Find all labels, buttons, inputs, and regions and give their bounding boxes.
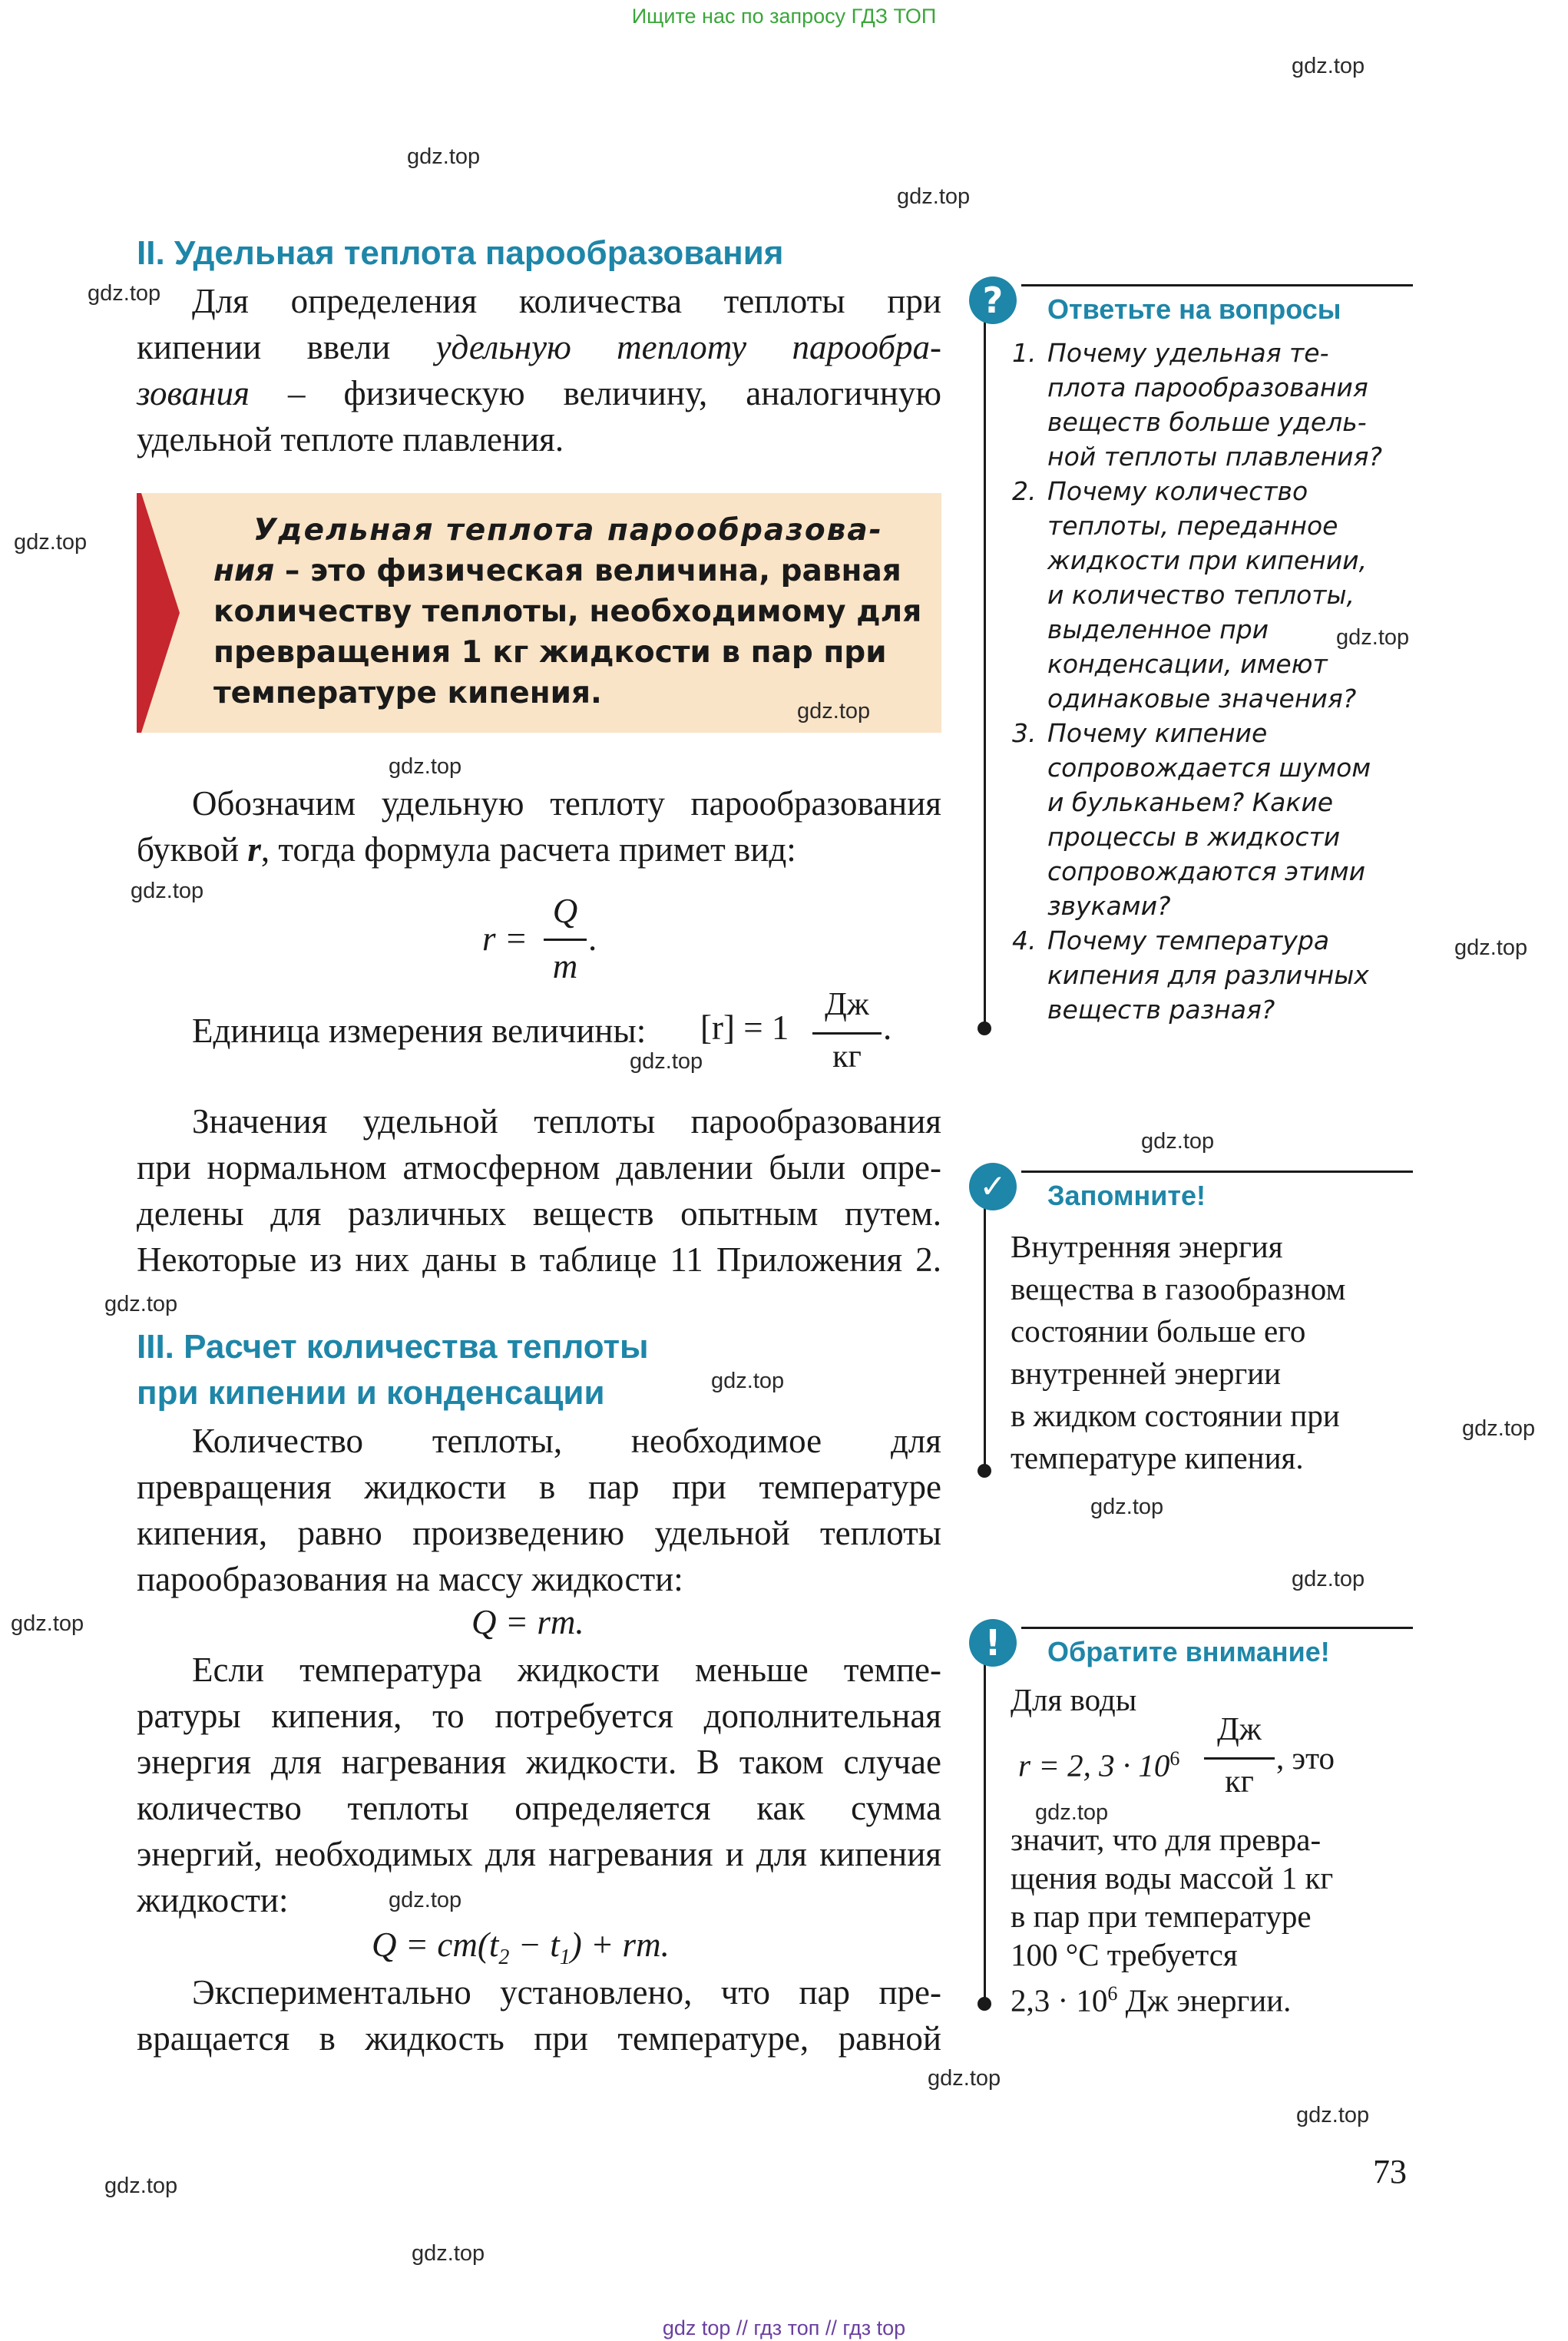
- attention-formula-num: Дж: [1217, 1712, 1262, 1747]
- watermark: gdz.top: [630, 1049, 703, 1074]
- question-2-number: 2.: [1012, 476, 1037, 506]
- questions-top-rule: [1021, 284, 1413, 286]
- para2-line-3: энергия для нагревания жидкости. В таком случае: [137, 1743, 941, 1781]
- para1-line-4: парообразования на массу жидкости:: [137, 1560, 683, 1598]
- para1-line-2: превращения жидкости в пар при температуре: [137, 1468, 941, 1506]
- question-3-line-5: сопровождаются этими: [1047, 856, 1366, 886]
- para1-line-3: кипения, равно произведению удельной теплоты: [137, 1514, 941, 1552]
- attention-formula-tail: , это: [1276, 1740, 1335, 1776]
- definition-chevron-icon: [137, 493, 181, 733]
- watermark: gdz.top: [1141, 1129, 1215, 1154]
- question-4-number: 4.: [1012, 925, 1037, 955]
- watermark: gdz.top: [1462, 1416, 1536, 1441]
- attention-line-3: щения воды массой 1 кг: [1011, 1860, 1334, 1896]
- watermark: gdz.top: [14, 530, 88, 555]
- watermark: gdz.top: [1035, 1800, 1109, 1825]
- remember-line-3: состоянии больше его: [1011, 1313, 1306, 1349]
- attention-line-1: Для воды: [1011, 1682, 1137, 1717]
- unit-num: Дж: [825, 987, 869, 1022]
- top-banner[interactable]: Ищите нас по запросу ГДЗ ТОП: [631, 5, 937, 28]
- question-2-line-6: конденсации, имеют: [1047, 649, 1328, 679]
- formula-r-tail: .: [588, 919, 597, 958]
- question-4-line-1: Почему температура: [1047, 925, 1330, 955]
- values-line-4: Некоторые из них даны в таблице 11 Приложения 2.: [137, 1240, 941, 1279]
- watermark: gdz.top: [389, 1888, 462, 1912]
- unit-tail: .: [883, 1008, 892, 1047]
- question-2-line-1: Почему количество: [1047, 476, 1308, 506]
- watermark: gdz.top: [407, 144, 481, 169]
- watermark: gdz.top: [711, 1369, 785, 1393]
- watermark: gdz.top: [131, 879, 204, 903]
- attention-line-4: в пар при температуре: [1011, 1899, 1312, 1934]
- questions-title: Ответьте на вопросы: [1047, 293, 1341, 325]
- definition-line-3: количеству теплоты, необходимому для: [213, 594, 922, 629]
- question-3-line-2: сопровождается шумом: [1047, 753, 1371, 783]
- formula-r-lhs: r =: [482, 919, 528, 958]
- questions-end-dot: [978, 1021, 991, 1035]
- question-1-line-4: ной теплоты плавления?: [1047, 442, 1382, 472]
- watermark: gdz.top: [1336, 625, 1410, 650]
- question-2-line-7: одинаковые значения?: [1047, 684, 1357, 714]
- question-3-line-1: Почему кипение: [1047, 718, 1268, 748]
- question-2-line-3: жидкости при кипении,: [1047, 545, 1368, 575]
- notation-line-1: Обозначим удельную теплоту парообразования: [192, 784, 941, 823]
- remember-line-2: вещества в газообразном: [1011, 1271, 1346, 1306]
- attention-title: Обратите внимание!: [1047, 1636, 1330, 1667]
- para2-line-6: жидкости:: [137, 1881, 289, 1919]
- attention-line-6: $2,3 \cdot 10^6$ Дж энергии.: [1011, 1982, 1292, 2018]
- attention-formula-bar: [1204, 1757, 1275, 1760]
- section-heading-3-line-1: III. Расчет количества теплоты: [137, 1328, 649, 1366]
- watermark: gdz.top: [104, 2174, 178, 2198]
- values-line-2: при нормальном атмосферном давлении были опре-: [137, 1148, 941, 1187]
- para2-line-5: энергий, необходимых для нагревания и для кипения: [137, 1835, 941, 1873]
- unit-expr: [r] = 1: [700, 1008, 789, 1047]
- attention-formula-den: кг: [1225, 1764, 1254, 1800]
- intro-line-4: удельной теплоте плавления.: [137, 420, 564, 459]
- section-heading-2: II. Удельная теплота парообразования: [137, 234, 784, 272]
- remember-top-rule: [1021, 1170, 1413, 1173]
- remember-line-1: Внутренняя энергия: [1011, 1229, 1283, 1264]
- question-1-line-3: веществ больше удель-: [1047, 407, 1367, 437]
- attention-line-5: 100 °C требуется: [1011, 1937, 1238, 1972]
- watermark: gdz.top: [1090, 1495, 1164, 1519]
- definition-line-5: температуре кипения.: [213, 676, 602, 710]
- questions-vertical-rule: [984, 307, 986, 1029]
- intro-line-3: зования – физическую величину, аналогичную: [137, 374, 941, 412]
- question-1-line-2: плота парообразования: [1047, 373, 1368, 402]
- watermark: gdz.top: [797, 699, 871, 723]
- watermark: gdz.top: [1296, 2103, 1370, 2127]
- formula-r-num: Q: [552, 892, 578, 930]
- page-number: 73: [1373, 2153, 1407, 2190]
- attention-line-2: значит, что для превра-: [1011, 1822, 1322, 1857]
- para2-line-2: ратуры кипения, то потребуется дополнительная: [137, 1697, 941, 1735]
- question-1-number: 1.: [1012, 338, 1037, 368]
- remember-line-6: температуре кипения.: [1011, 1440, 1304, 1475]
- attention-vertical-rule: [984, 1651, 986, 2005]
- question-3-line-6: звуками?: [1047, 891, 1171, 921]
- formula-q-rm: Q = rm.: [471, 1603, 584, 1641]
- unit-text: Единица измерения величины:: [192, 1012, 647, 1050]
- watermark: gdz.top: [1292, 54, 1365, 78]
- watermark: gdz.top: [104, 1292, 178, 1316]
- exclamation-icon: !: [969, 1619, 1017, 1667]
- remember-end-dot: [978, 1464, 991, 1478]
- para2-line-1: Если температура жидкости меньше темпе-: [192, 1651, 941, 1689]
- unit-den: кг: [832, 1039, 862, 1074]
- attention-top-rule: [1021, 1627, 1413, 1629]
- question-3-line-3: и бульканьем? Какие: [1047, 787, 1334, 817]
- remember-line-4: внутренней энергии: [1011, 1356, 1282, 1391]
- para1-line-1: Количество теплоты, необходимое для: [192, 1422, 941, 1460]
- question-3-number: 3.: [1012, 718, 1037, 748]
- question-2-line-4: и количество теплоты,: [1047, 580, 1355, 610]
- watermark: gdz.top: [928, 2066, 1001, 2091]
- watermark: gdz.top: [897, 184, 971, 209]
- remember-line-5: в жидком состоянии при: [1011, 1398, 1340, 1433]
- attention-formula-lhs: r = 2, $3 \cdot 10^6$: [1018, 1747, 1180, 1783]
- intro-line-1: Для определения количества теплоты при: [192, 282, 941, 320]
- notation-line-2: буквой r, тогда формула расчета примет вид:: [137, 830, 796, 869]
- question-1-line-1: Почему удельная те-: [1047, 338, 1329, 368]
- question-icon: ?: [969, 276, 1017, 324]
- formula-r-den: m: [552, 947, 578, 985]
- formula-r-bar: [544, 939, 587, 941]
- intro-line-2: кипении ввели удельную теплоту парообра-: [137, 328, 941, 366]
- values-line-1: Значения удельной теплоты парообразования: [192, 1102, 941, 1141]
- question-4-line-3: веществ разная?: [1047, 995, 1275, 1025]
- para3-line-2: вращается в жидкость при температуре, равной: [137, 2019, 941, 2058]
- para3-line-1: Экспериментально установлено, что пар пре-: [192, 1973, 941, 2012]
- check-icon: ✓: [969, 1163, 1017, 1210]
- watermark: gdz.top: [88, 281, 161, 306]
- watermark: gdz.top: [1292, 1567, 1365, 1591]
- section-heading-3-line-2: при кипении и конденсации: [137, 1374, 605, 1412]
- question-3-line-4: процессы в жидкости: [1047, 822, 1341, 852]
- attention-end-dot: [978, 1997, 991, 2011]
- watermark: gdz.top: [412, 2241, 485, 2266]
- watermark: gdz.top: [1454, 935, 1528, 960]
- question-2-line-2: теплоты, переданное: [1047, 511, 1338, 541]
- unit-bar: [812, 1032, 882, 1035]
- remember-vertical-rule: [984, 1195, 986, 1472]
- definition-line-2: ния – это физическая величина, равная: [213, 554, 901, 588]
- question-2-line-5: выделенное при: [1047, 614, 1269, 644]
- para2-line-4: количество теплоты определяется как сумма: [137, 1789, 941, 1827]
- values-line-3: делены для различных веществ опытным путем.: [137, 1194, 941, 1233]
- remember-title: Запомните!: [1047, 1180, 1206, 1211]
- footer-links[interactable]: gdz top // гдз топ // гдз top: [662, 2316, 906, 2339]
- question-4-line-2: кипения для различных: [1047, 960, 1369, 990]
- formula-heat-total: $Q = cm(t_2 - t_1)$ + rm.: [372, 1925, 670, 1969]
- watermark: gdz.top: [389, 754, 462, 779]
- watermark: gdz.top: [11, 1611, 84, 1636]
- definition-line-1: Удельная теплота парообразова-: [253, 513, 883, 548]
- definition-line-4: превращения 1 кг жидкости в пар при: [213, 635, 887, 670]
